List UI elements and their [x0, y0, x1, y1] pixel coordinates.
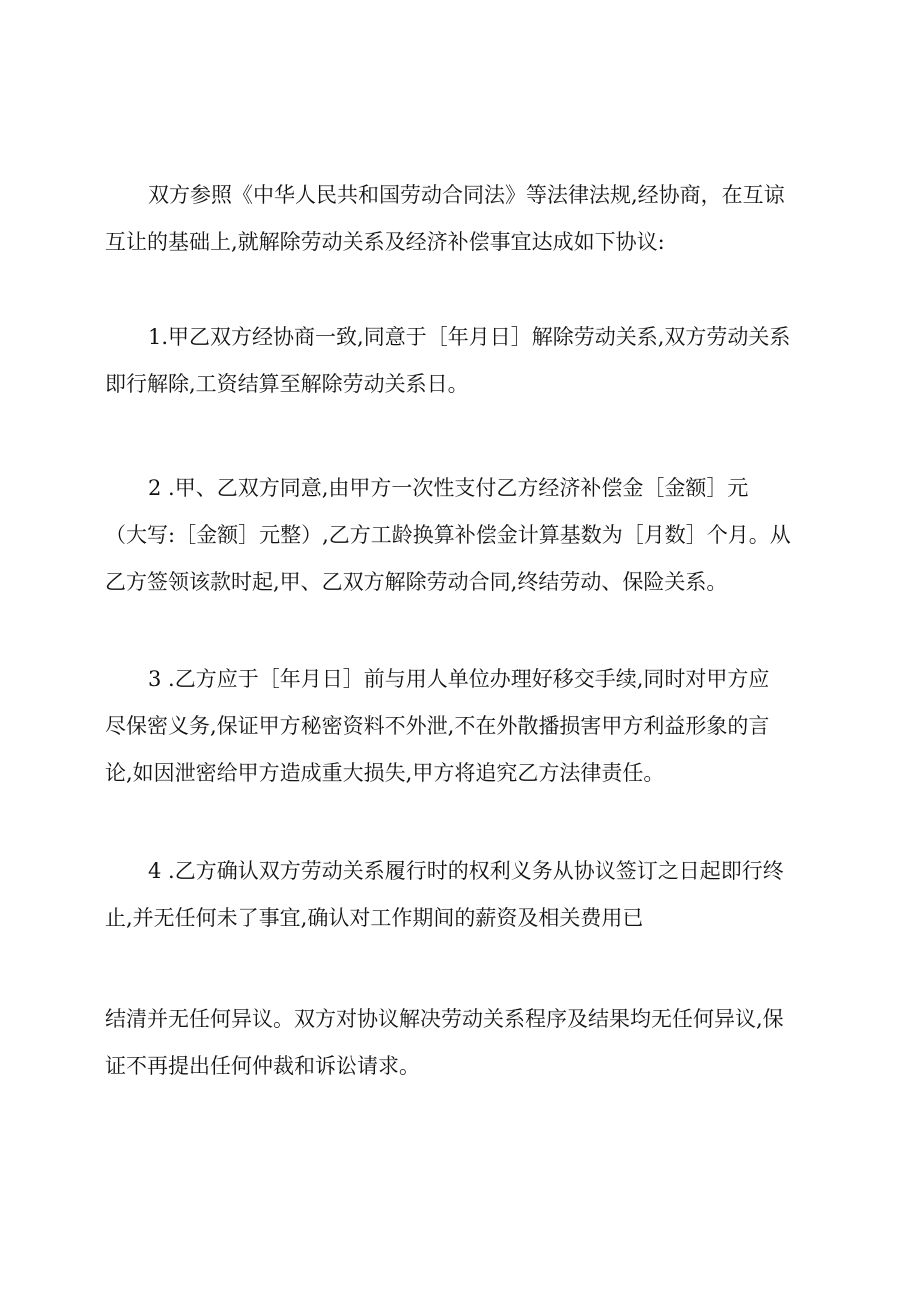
paragraph-line: 尽保密义务,保证甲方秘密资料不外泄,不在外散播损害甲方利益形象的言	[105, 714, 770, 738]
paragraph-clause-3	[105, 656, 825, 797]
paragraph-line: 乙方签领该款时起,甲、乙双方解除劳动合同,终结劳动、保险关系。	[105, 570, 728, 594]
paragraph-line: 即行解除,工资结算至解除劳动关系日。	[105, 372, 469, 396]
paragraph-preamble	[105, 172, 825, 266]
paragraph-line: 论,如因泄密给甲方造成重大损失,甲方将追究乙方法律责任。	[105, 761, 665, 785]
paragraph-line: 双方参照《中华人民共和国劳动合同法》等法律法规,经协商，在互谅	[148, 183, 785, 207]
paragraph-clause-2	[105, 465, 825, 606]
paragraph-line: 2 .甲、乙双方同意,由甲方一次性支付乙方经济补偿金［金额］元	[148, 476, 749, 500]
paragraph-line: 互让的基础上,就解除劳动关系及经济补偿事宜达成如下协议:	[105, 230, 665, 254]
paragraph-clause-1	[105, 314, 825, 408]
paragraph-continuation	[105, 996, 825, 1090]
paragraph-clause-4	[105, 848, 825, 942]
paragraph-line: 结清并无任何异议。双方对协议解决劳动关系程序及结果均无任何异议,保	[105, 1007, 784, 1031]
paragraph-line: 证不再提出任何仲裁和诉讼请求。	[105, 1054, 420, 1078]
paragraph-line: 3 .乙方应于［年月日］前与用人单位办理好移交手续,同时对甲方应	[148, 667, 770, 691]
paragraph-line: 4 .乙方确认双方劳动关系履行时的权利义务从协议签订之日起即行终	[148, 859, 784, 883]
paragraph-line: （大写:［金额］元整）,乙方工龄换算补偿金计算基数为［月数］个月。从	[105, 523, 791, 547]
paragraph-line: 止,并无任何未了事宜,确认对工作期间的薪资及相关费用已	[105, 906, 644, 930]
paragraph-line: 1.甲乙双方经协商一致,同意于［年月日］解除劳动关系,双方劳动关系	[148, 325, 791, 349]
